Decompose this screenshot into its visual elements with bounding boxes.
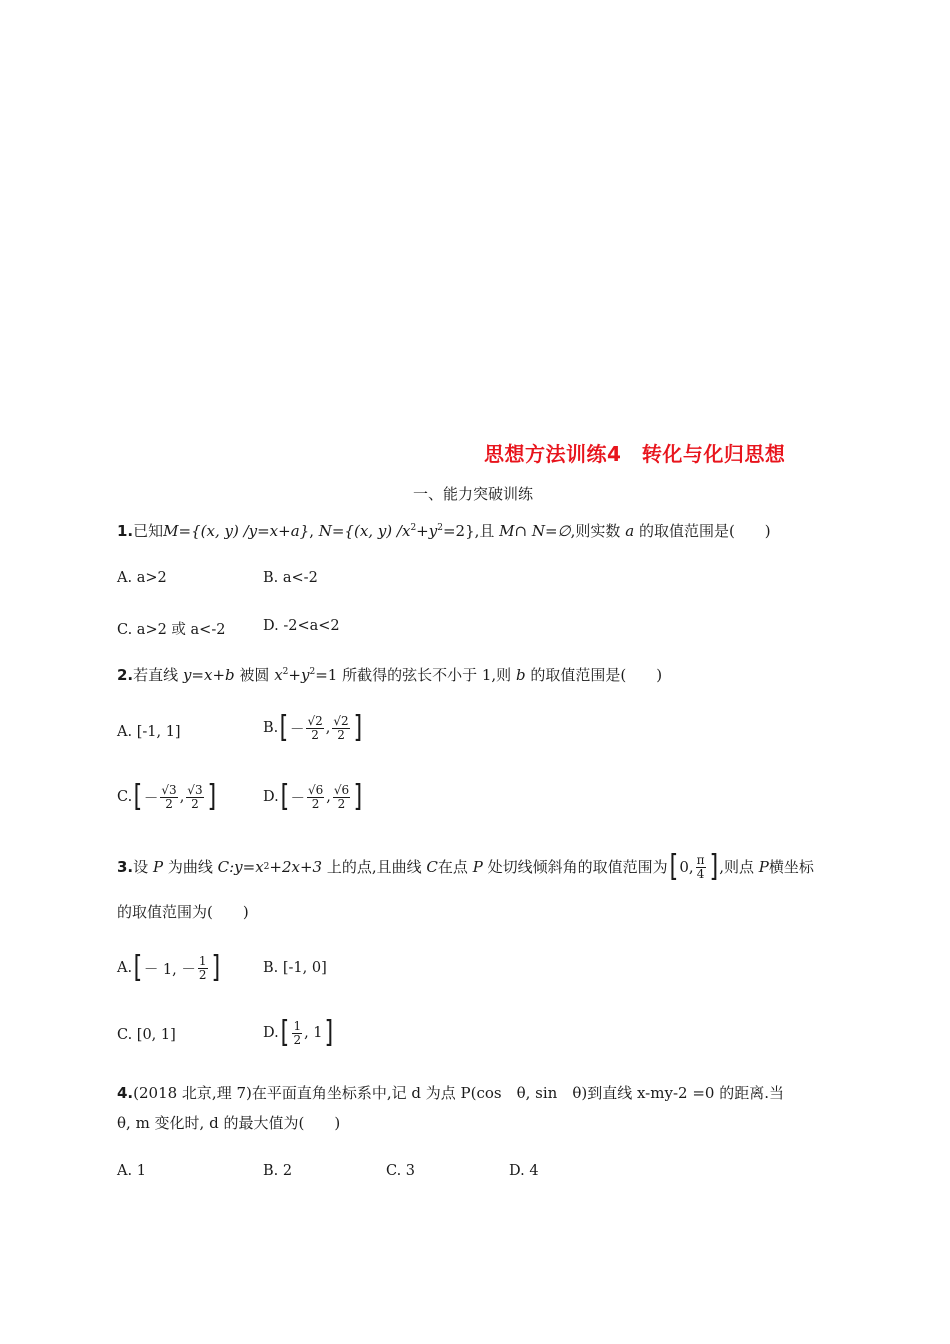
q2-text: 所截得的弦长不小于 1,则: [342, 666, 512, 684]
left-bracket: [: [133, 950, 143, 985]
option-label: B.: [263, 720, 279, 736]
q4-option-d[interactable]: D. 4: [509, 1163, 539, 1179]
fraction: [332, 715, 349, 742]
q3-text: 横坐标: [768, 858, 814, 876]
fraction: [306, 715, 323, 742]
q2-line-eq: y=x+b: [182, 666, 235, 684]
denominator: 2: [337, 796, 346, 811]
question-4-stem-line2: θ, m 变化时, d 的最大值为( ): [117, 1114, 341, 1132]
question-2-stem: [117, 665, 662, 685]
q3-var-c: C: [426, 858, 438, 876]
q3-var-p: P: [152, 858, 164, 876]
q3-option-b[interactable]: B. [-1, 0]: [263, 960, 327, 976]
denominator: 2: [311, 796, 320, 811]
q1-option-c[interactable]: C. a>2 或 a<-2: [117, 622, 226, 638]
q3-text: 为曲线: [167, 858, 213, 876]
question-3-stem: 3. 设 P 为曲线 C :y=x 2 +2x+3 上的点,且曲线 C 在点 P 处切线倾斜角的取值范围为 [ 0, $\frac{\pi}{4}$ ] ,则点 P 横坐标: [117, 849, 814, 884]
q3-option-a[interactable]: [117, 950, 221, 985]
fraction: [160, 784, 177, 811]
q3-var-c: C: [217, 858, 230, 876]
q3-a-content: － 1, －: [143, 961, 196, 978]
q3-text: 处切线倾斜角的取值范围为: [487, 858, 668, 876]
q3-text: 在点: [437, 858, 468, 876]
q1-var-n: N: [318, 522, 332, 540]
denominator: 2: [293, 1032, 302, 1047]
q2-option-c[interactable]: [117, 779, 217, 814]
q1-var-m: M: [163, 522, 179, 540]
fraction: [198, 955, 208, 982]
q1-exp: 2: [437, 523, 443, 533]
q1-text: 的取值范围是( ): [638, 522, 771, 540]
denominator: 2: [311, 727, 319, 742]
q2-circle-eq: +y: [288, 666, 310, 684]
option-label: C.: [117, 789, 133, 805]
numerator: √6: [307, 782, 324, 797]
right-bracket: ]: [708, 849, 718, 884]
numerator: √2: [333, 713, 349, 728]
denominator: 4: [696, 866, 705, 881]
right-bracket: ]: [210, 950, 220, 985]
page-title: 思想方法训练4 转化与化归思想: [484, 442, 786, 466]
q2-circle-eq: =1: [315, 666, 338, 684]
q1-text: ,且: [474, 522, 495, 540]
fraction: [292, 1020, 302, 1047]
numerator: 1: [198, 953, 207, 968]
q1-intersection: M∩ N=∅: [499, 522, 571, 540]
right-bracket: ]: [207, 779, 216, 814]
q1-exp: 2: [410, 523, 417, 533]
right-bracket: ]: [323, 1015, 333, 1050]
right-bracket: ]: [353, 779, 363, 814]
left-bracket: [: [133, 779, 143, 814]
section-heading: 一、能力突破训练: [413, 485, 534, 503]
option-label: A.: [117, 960, 133, 976]
q3-option-c[interactable]: C. [0, 1]: [117, 1027, 176, 1043]
q3-text: 设: [133, 858, 149, 876]
q4-option-a[interactable]: A. 1: [117, 1163, 146, 1179]
q2-option-d[interactable]: [263, 779, 364, 814]
q1-set-m: ={(x, y) /y=x+a}: [178, 522, 310, 540]
q4-option-b[interactable]: B. 2: [263, 1163, 293, 1179]
q3-text: ,则点: [719, 858, 755, 876]
numerator: π: [696, 852, 705, 867]
fraction: [307, 784, 324, 811]
numerator: 1: [293, 1018, 302, 1033]
q3-option-d[interactable]: [263, 1015, 334, 1050]
question-1-stem: 1.已知M={(x, y) /y=x+a}, N={(x, y) $/x^2+y^2=2$},且 M∩ N=∅,则实数 a 的取值范围是( ): [117, 522, 771, 540]
q2-text: 若直线: [133, 666, 179, 684]
q4-option-c[interactable]: C. 3: [386, 1163, 416, 1179]
fraction: [186, 784, 203, 811]
q1-option-a[interactable]: A. a>2: [117, 570, 167, 586]
q1-text: ,则实数: [570, 522, 621, 540]
numerator: √3: [161, 782, 177, 797]
left-bracket: [: [280, 1015, 289, 1050]
question-4-stem: [117, 1083, 784, 1103]
q1-set-n-b: +y: [416, 522, 438, 540]
q2-exp: 2: [282, 667, 289, 677]
question-number: 2.: [117, 666, 134, 684]
q1-option-d[interactable]: D. -2<a<2: [263, 618, 340, 634]
minus-sign: －: [143, 790, 159, 807]
right-bracket: ]: [353, 710, 362, 745]
numerator: √2: [307, 713, 323, 728]
fraction: [333, 784, 350, 811]
q1-text: 已知: [133, 522, 164, 540]
comma: ,: [326, 789, 331, 805]
comma: ,: [325, 720, 331, 736]
q2-circle-eq: x: [274, 666, 283, 684]
q4-line1: (2018 北京,理 7)在平面直角坐标系中,记 d 为点 P(cos θ, sin θ)到直线 x-my-2 =0 的距离.当: [133, 1084, 784, 1102]
q2-var-b: b: [515, 666, 526, 684]
q3-var-p: P: [472, 858, 483, 876]
denominator: 2: [337, 727, 345, 742]
left-bracket: [: [280, 779, 289, 814]
option-label: D.: [263, 1025, 279, 1041]
denominator: 2: [198, 967, 207, 982]
q2-option-b[interactable]: [263, 710, 363, 745]
q1-var-a: a: [625, 522, 635, 540]
denominator: 2: [165, 796, 173, 811]
minus-sign: －: [289, 721, 305, 738]
question-3-stem-line2: 的取值范围为( ): [117, 903, 249, 921]
fraction: [696, 854, 706, 881]
q2-exp: 2: [309, 667, 316, 677]
denominator: 2: [191, 796, 199, 811]
left-bracket: [: [279, 710, 289, 745]
q3-text: 上的点,且曲线: [326, 858, 422, 876]
q1-option-b[interactable]: B. a<-2: [263, 570, 318, 586]
q3-curve-eq: +2x+3: [269, 858, 323, 876]
option-label: D.: [263, 789, 279, 805]
left-bracket: [: [669, 849, 678, 884]
question-number: 4.: [117, 1084, 134, 1102]
question-number: 1.: [117, 522, 134, 540]
comma: ,: [179, 789, 185, 805]
question-number: 3.: [117, 858, 134, 876]
q2-text: 的取值范围是( ): [530, 666, 663, 684]
q3-var-p: P: [758, 858, 769, 876]
numerator: √3: [187, 782, 203, 797]
minus-sign: －: [290, 790, 305, 807]
q3-range-start: 0,: [679, 858, 694, 876]
numerator: √6: [333, 782, 350, 797]
q1-set-n: ={(x, y) /x: [331, 522, 411, 540]
q2-text: 被圆: [239, 666, 270, 684]
q3-curve-eq: :y=x: [229, 858, 264, 876]
q1-set-n-c: =2}: [442, 522, 475, 540]
q2-option-a[interactable]: A. [-1, 1]: [117, 724, 181, 740]
q3-d-tail: , 1: [304, 1025, 323, 1041]
